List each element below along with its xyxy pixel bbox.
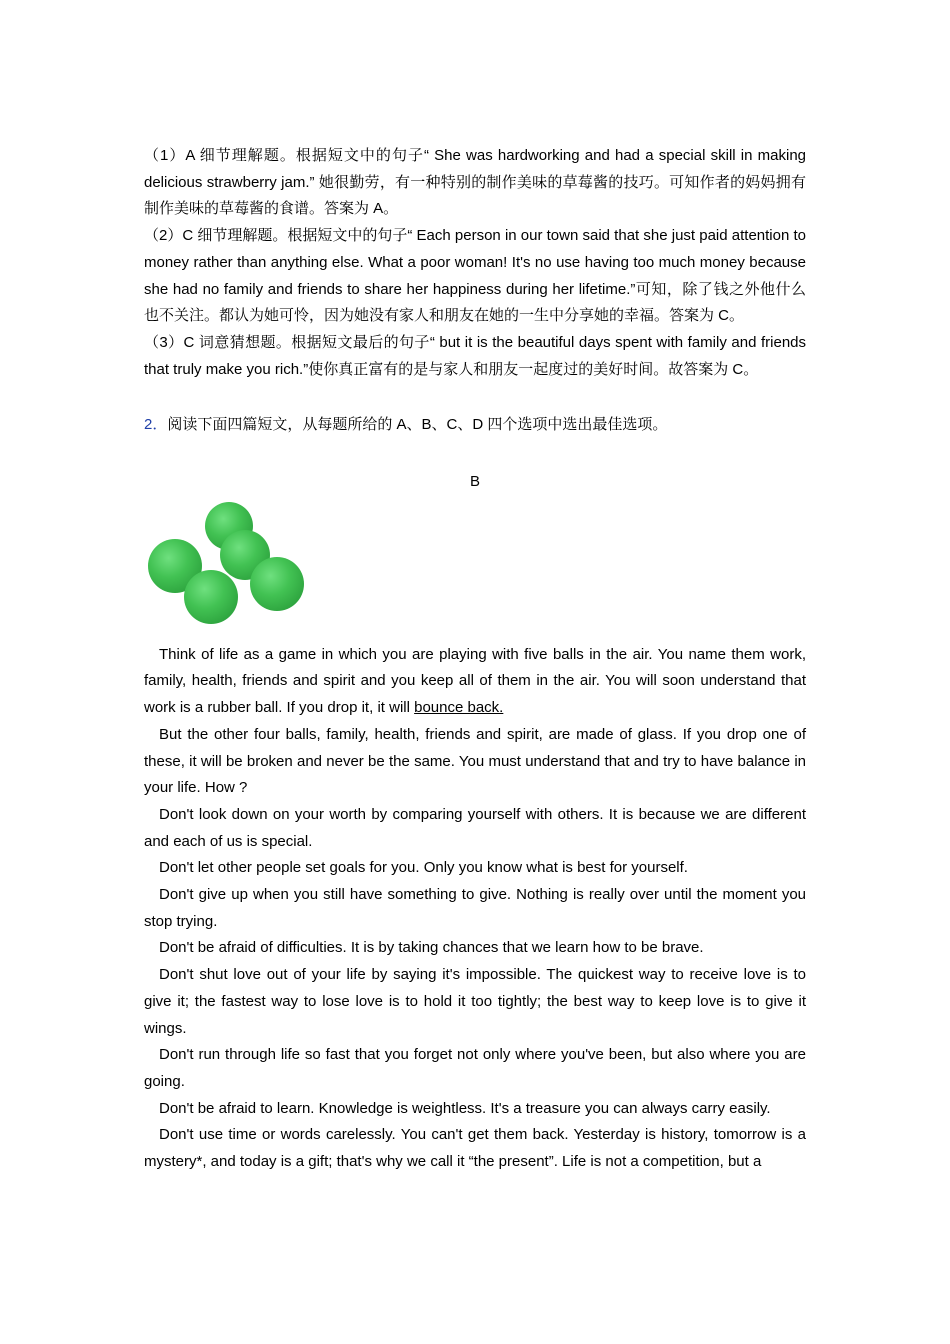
answer-explanation-1: （1）A 细节理解题。根据短文中的句子“ She was hardworking and had a special skill in making delicious strawberry jam.” 她很勤劳，有一种特别的制作美味的草莓酱的技巧。可知作者的妈妈拥有制作美味的草莓酱的食谱。答案为 A。 [144,147,806,218]
passage-paragraph: Don't shut love out of your life by saying it's impossible. The quickest way to receive love is to give it; the fastest way to lose love is to hold it too tightly; the best way to keep love is to give it wings. [144,966,806,1037]
answer-explanation-3: （3）C 词意猜想题。根据短文最后的句子“ but it is the beautiful days spent with family and friends that truly make you rich.”使你真正富有的是与家人和朋友一起度过的美好时间。故答案为 C。 [144,333,806,378]
answer-explanation-2: （2）C 细节理解题。根据短文中的句子“ Each person in our town said that she just paid attention to money rather than anything else. What a poor woman! It's no use having too much money because she had no family and friends to share her happiness during her lifetime.”可知，除了钱之外他什么也不关注。都认为她可怜，因为她没有家人和朋友在她的一生中分享她的幸福。答案为 C。 [144,227,806,325]
question-2-heading [144,412,806,439]
passage-paragraph: Think of life as a game in which you are playing with five balls in the air. You name them work, family, health, friends and spirit and you keep all of them in the air. You will soon understand that work is a rubber ball. If you drop it, it will bounce back. [144,645,806,717]
passage-paragraph: Don't be afraid to learn. Knowledge is weightless. It's a treasure you can always carry easily. [159,1099,771,1117]
green-balls-image [146,502,316,634]
section-label: B [469,473,480,491]
passage-paragraph: But the other four balls, family, health, friends and spirit, are made of glass. If you drop one of these, it will be broken and never be the same. You must understand that and try to have balance in your life. How ? [144,725,806,797]
underlined-phrase: bounce back. [414,699,504,717]
ball [184,570,238,624]
passage-paragraph: Don't use time or words carelessly. You can't get them back. Yesterday is history, tomorrow is a mystery*, and today is a gift; that's why we call it “the present”. Life is not a competition, but a [144,1126,806,1171]
question-number: 2． [144,416,168,434]
passage-paragraph: Don't be afraid of difficulties. It is by taking chances that we learn how to be brave. [159,939,704,957]
passage-paragraph: Don't let other people set goals for you. Only you know what is best for yourself. [159,859,688,877]
passage-paragraph: Don't look down on your worth by comparing yourself with others. It is because we are different and each of us is special. [144,805,806,850]
ball [250,557,304,611]
passage-paragraph: Don't run through life so fast that you forget not only where you've been, but also where you are going. [144,1046,806,1090]
question-instruction: 阅读下面四篇短文，从每题所给的 A、B、C、D 四个选项中选出最佳选项。 [167,416,668,434]
passage-paragraph: Don't give up when you still have something to give. Nothing is really over until the moment you stop trying. [144,886,806,930]
document-body [144,143,806,1176]
